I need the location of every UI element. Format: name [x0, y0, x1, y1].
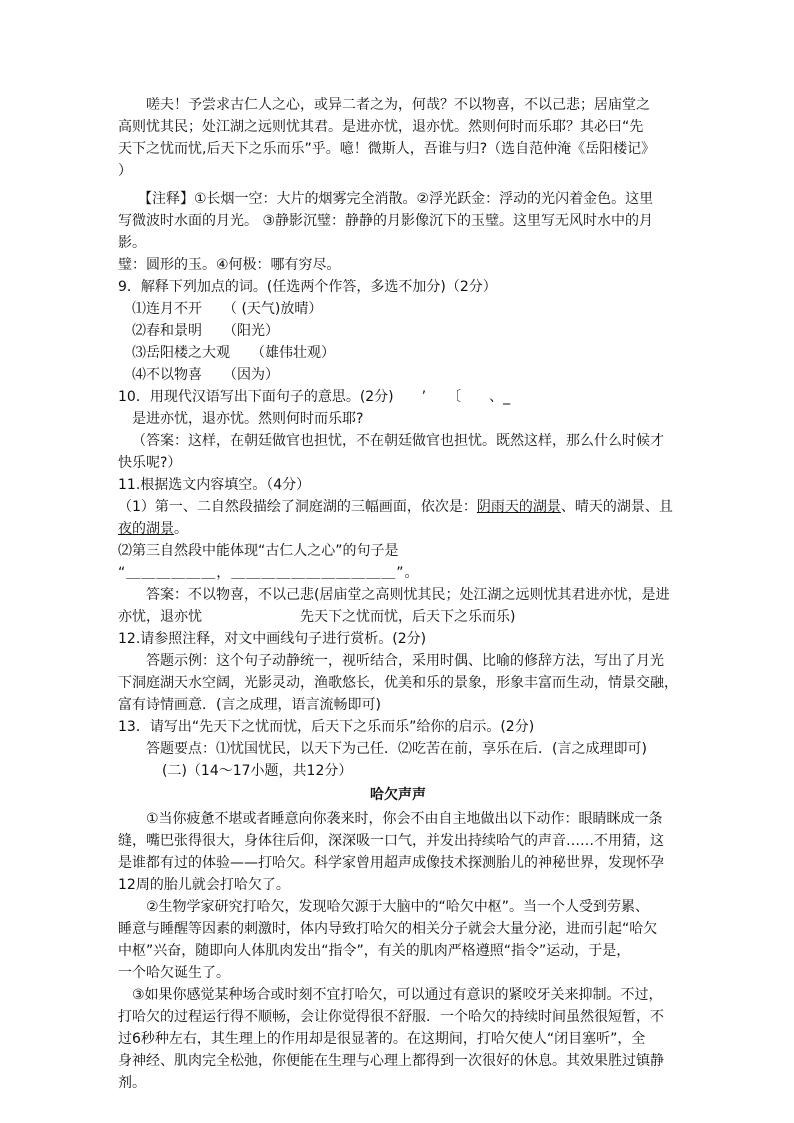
q12-answer: 富有诗情画意．(言之成理，语言流畅即可) — [118, 697, 381, 713]
q12-answer: 答题示例：这个句子动静统一，视听结合，采用时偶、比喻的修辞方法，写出了月光 — [146, 653, 664, 669]
question-stem: 11.根据选文内容填空。（4分） — [118, 477, 311, 493]
article-line: 缝，嘴巴张得很大，身体往后仰，深深吸一口气，并发出持续哈气的声音……不用猜，这 — [118, 833, 664, 849]
passage-line: 天下之忧而忧,后天下之乐而乐”乎。噫！微斯人，吾谁与归?（选自范仲淹《岳阳楼记》 — [118, 141, 656, 157]
q9-item: ⑴连月不开 （ (天气)放晴） — [132, 301, 323, 317]
question-stem: 12.请参照注释，对文中画线句子进行赏析。(2分) — [118, 631, 427, 647]
article-line: 打哈欠的过程运行得不顺畅，会让你觉得很不舒服．一个哈欠的持续时间虽然很短暂，不 — [118, 1009, 664, 1025]
classical-passage — [118, 94, 678, 182]
passage-line: 高则忧其民；处江湖之远则忧其君。是进亦忧，退亦忧。然则何时而乐耶？其必曰“先 — [118, 119, 644, 135]
q13-answer: 答题要点：⑴忧国忧民，以天下为己任．⑵吃苦在前，享乐在后．(言之成理即可) — [146, 741, 647, 757]
document-page — [118, 94, 678, 1094]
article-line: ③如果你感觉某种场合或时刻不宜打哈欠，可以通过有意识的紧咬牙关来抑制。不过， — [132, 987, 663, 1003]
q9-item: ⑶岳阳楼之大观 （雄伟壮观） — [132, 345, 335, 361]
article-line: ①当你疲惫不堪或者睡意向你袭来时，你会不由自主地做出以下动作：眼睛眯成一条 — [146, 811, 663, 827]
question-11 — [118, 474, 678, 628]
q11-blanks: “＿＿＿＿＿＿，＿＿＿＿＿＿＿＿＿＿＿”。 — [118, 565, 420, 581]
passage-line: 嗟夫！予尝求古仁人之心，或异二者之为，何哉？不以物喜，不以己悲；居庙堂之 — [146, 97, 650, 113]
question-13 — [118, 716, 678, 760]
q11-part1-text: 。 — [174, 521, 188, 537]
article-line: 12周的胎儿就会打哈欠了。 — [118, 877, 290, 893]
passage-line: ） — [118, 163, 132, 179]
notes-line: 写微波时水面的月光。 ③静影沉璧：静静的月影像沉下的玉璧。这里写无风时水中的月影。 — [118, 213, 653, 251]
article-line: 一个哈欠诞生了。 — [118, 965, 230, 981]
question-stem: 13．请写出“先天下之忧而忧，后天下之乐而乐”给你的启示。(2分) — [118, 719, 535, 735]
q12-answer: 下洞庭湖天水空阔，光影灵动，渔歌悠长，优美和乐的景象，形象丰富而生动，情景交融， — [118, 675, 678, 691]
q11-part1-cont — [118, 518, 678, 540]
section-heading: (二)（14～17小题，共12分） — [162, 763, 353, 779]
q10-answer: （答案：这样，在朝廷做官也担忧，不在朝廷做官也担忧。既然这样，那么什么时候才 — [132, 433, 664, 449]
notes-line: 璧：圆形的玉。④何极：哪有穷尽。 — [118, 257, 341, 273]
q9-item: ⑵春和景明 （阳光） — [132, 323, 279, 339]
question-10 — [118, 386, 678, 474]
annotation-notes — [118, 188, 678, 276]
q11-answer: 亦忧，退亦忧 先天下之忧而忧，后天下之乐而乐) — [118, 609, 516, 625]
q11-part1-text: （1）第一、二自然段描绘了洞庭湖的三幅画面，依次是： — [118, 499, 477, 515]
article-line: 睡意与睡醒等因素的刺激时，体内导致打哈欠的相关分子就会大量分泌，进而引起“哈欠 — [118, 921, 658, 937]
q9-item: ⑷不以物喜 （因为） — [132, 367, 279, 383]
q11-answer: 答案：不以物喜，不以己悲(居庙堂之高则忧其民；处江湖之远则忧其君进亦忧，是进 — [146, 587, 670, 603]
question-9 — [118, 276, 678, 386]
underlined-answer: 阴雨天的湖景 — [476, 499, 561, 515]
article-line: 中枢”兴奋，随即向人体肌肉发出“指令”，有关的肌肉严格遵照“指令”运动，于是， — [118, 943, 631, 959]
notes-line: 【注释】①长烟一空：大片的烟雾完全消散。②浮光跃金：浮动的光闪着金色。这里 — [138, 191, 654, 207]
article-line: 身神经、肌肉完全松弛，你便能在生理与心理上都得到一次很好的休息。其效果胜过镇静 — [118, 1053, 664, 1069]
article-title: 哈欠声声 — [370, 787, 426, 803]
q11-part2: ⑵第三自然段中能体现“古仁人之心”的句子是 — [118, 543, 399, 559]
article-line: 过6秒种左右，其生理上的作用却是很显著的。在这期间，打哈欠使人“闭目塞听”，全 — [118, 1031, 646, 1047]
article-line: ②生物学家研究打哈欠，发现哈欠源于大脑中的“哈欠中枢”。当一个人受到劳累、 — [146, 899, 650, 915]
q11-part1 — [118, 496, 678, 518]
underlined-answer: 夜的湖景 — [118, 521, 174, 537]
article-body — [118, 808, 678, 1094]
question-12 — [118, 628, 678, 716]
question-stem: 10．用现代汉语写出下面句子的意思。(2分) ’ 〔 、_ — [118, 389, 511, 405]
article-line: 是谁都有过的体验——打哈欠。科学家曾用超声成像技术探测胎儿的神秘世界，发现怀孕 — [118, 855, 664, 871]
q11-part1-text: 、晴天的湖景、且 — [560, 499, 673, 515]
q10-sentence: 是进亦忧，退亦忧。然则何时而乐耶? — [132, 411, 364, 427]
q10-answer: 快乐呢?） — [118, 455, 182, 471]
article-line: 剂。 — [118, 1075, 146, 1091]
question-stem: 9．解释下列加点的词。(任选两个作答，多选不加分)（2分） — [118, 279, 497, 295]
